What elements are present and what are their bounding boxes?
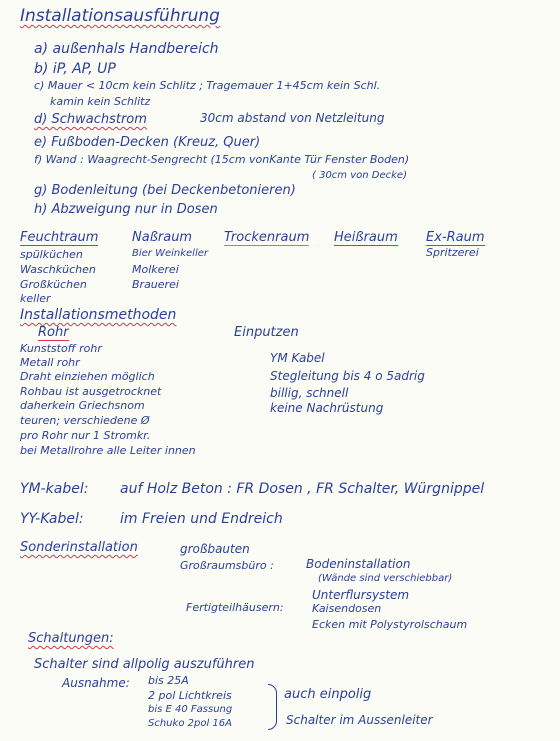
einputzen-heading: Einputzen bbox=[234, 325, 299, 340]
list-item: d) Schwachstrom bbox=[34, 112, 147, 127]
exraum-heading: Ex-Raum bbox=[426, 230, 485, 245]
list-item: Metall rohr bbox=[20, 356, 80, 369]
list-item: keller bbox=[20, 292, 51, 305]
list-item: bis E 40 Fassung bbox=[148, 704, 233, 715]
list-item: spülküchen bbox=[20, 248, 83, 261]
list-item: kamin kein Schlitz bbox=[50, 95, 151, 108]
schaltungen-rule: Schalter sind allpolig auszuführen bbox=[34, 657, 255, 672]
feuchtraum-heading: Feuchtraum bbox=[20, 230, 99, 245]
yy-kabel-label: YY-Kabel: bbox=[20, 511, 84, 527]
yy-kabel-text: im Freien und Endreich bbox=[120, 511, 283, 527]
list-item: a) außenhals Handbereich bbox=[34, 41, 219, 57]
ym-kabel-text: auf Holz Beton : FR Dosen , FR Schalter, Würgnippel bbox=[120, 481, 485, 497]
fertigteil-label: Fertigteilhäusern: bbox=[186, 601, 284, 614]
list-item: Schuko 2pol 16A bbox=[148, 718, 232, 729]
list-item: billig, schnell bbox=[270, 386, 349, 400]
list-item: Draht einziehen möglich bbox=[20, 370, 155, 383]
list-item: pro Rohr nur 1 Stromkr. bbox=[20, 429, 151, 442]
list-item: (Wände sind verschiebbar) bbox=[318, 573, 453, 584]
methods-heading: Installationsmethoden bbox=[20, 307, 177, 323]
list-item: bis 25A bbox=[148, 674, 189, 687]
schaltungen-heading: Schaltungen: bbox=[28, 631, 114, 646]
page-title: Installationsausführung bbox=[20, 6, 220, 26]
list-item: Rohbau ist ausgetrocknet bbox=[20, 385, 162, 398]
list-item: Bier Weinkeller bbox=[132, 248, 209, 259]
list-item: Brauerei bbox=[132, 278, 179, 291]
list-item: Waschküchen bbox=[20, 263, 96, 276]
list-item: Molkerei bbox=[132, 263, 179, 276]
list-item: keine Nachrüstung bbox=[270, 401, 384, 415]
curly-brace bbox=[268, 684, 277, 730]
list-item: teuren; verschiedene Ø bbox=[20, 414, 150, 427]
list-item: b) iP, AP, UP bbox=[34, 61, 116, 77]
list-item: Großküchen bbox=[20, 278, 87, 291]
heissraum-heading: Heißraum bbox=[334, 230, 398, 245]
list-item: f) Wand : Waagrecht-Sengrecht (15cm vonKante Tür Fenster Boden) bbox=[34, 153, 410, 166]
list-item: ( 30cm von Decke) bbox=[312, 170, 407, 181]
list-item: Unterflursystem bbox=[312, 588, 410, 602]
list-item: daherkein Griechsnom bbox=[20, 399, 145, 412]
ausnahme-label: Ausnahme: bbox=[62, 676, 130, 690]
list-item: Kaisendosen bbox=[312, 602, 382, 615]
list-item: e) Fußboden-Decken (Kreuz, Quer) bbox=[34, 135, 261, 150]
nassraum-heading: Naßraum bbox=[132, 230, 193, 245]
result-line: Schalter im Aussenleiter bbox=[286, 713, 433, 727]
result-line: auch einpolig bbox=[284, 687, 372, 702]
rohr-heading: Rohr bbox=[38, 325, 69, 340]
list-item: Stegleitung bis 4 o 5adrig bbox=[270, 369, 425, 383]
list-item: Ecken mit Polystyrolschaum bbox=[312, 618, 468, 631]
grossraum-label: Großraumsbüro : bbox=[180, 559, 274, 572]
list-item: Bodeninstallation bbox=[306, 557, 411, 571]
list-item: Kunststoff rohr bbox=[20, 342, 102, 355]
ym-kabel-label: YM-kabel: bbox=[20, 481, 89, 497]
list-item: h) Abzweigung nur in Dosen bbox=[34, 202, 218, 217]
list-item: Spritzerei bbox=[426, 246, 479, 259]
sonder-heading: Sonderinstallation bbox=[20, 540, 138, 555]
grossbauten-label: großbauten bbox=[180, 542, 250, 556]
list-item: 2 pol Lichtkreis bbox=[148, 689, 232, 702]
trockenraum-heading: Trockenraum bbox=[224, 230, 310, 245]
list-item: g) Bodenleitung (bei Deckenbetonieren) bbox=[34, 183, 296, 198]
list-item: YM Kabel bbox=[270, 351, 325, 365]
list-item: bei Metallrohre alle Leiter innen bbox=[20, 444, 196, 457]
list-item: c) Mauer < 10cm kein Schlitz ; Tragemauer 1+45cm kein Schl. bbox=[34, 79, 381, 92]
list-item: 30cm abstand von Netzleitung bbox=[200, 111, 385, 125]
